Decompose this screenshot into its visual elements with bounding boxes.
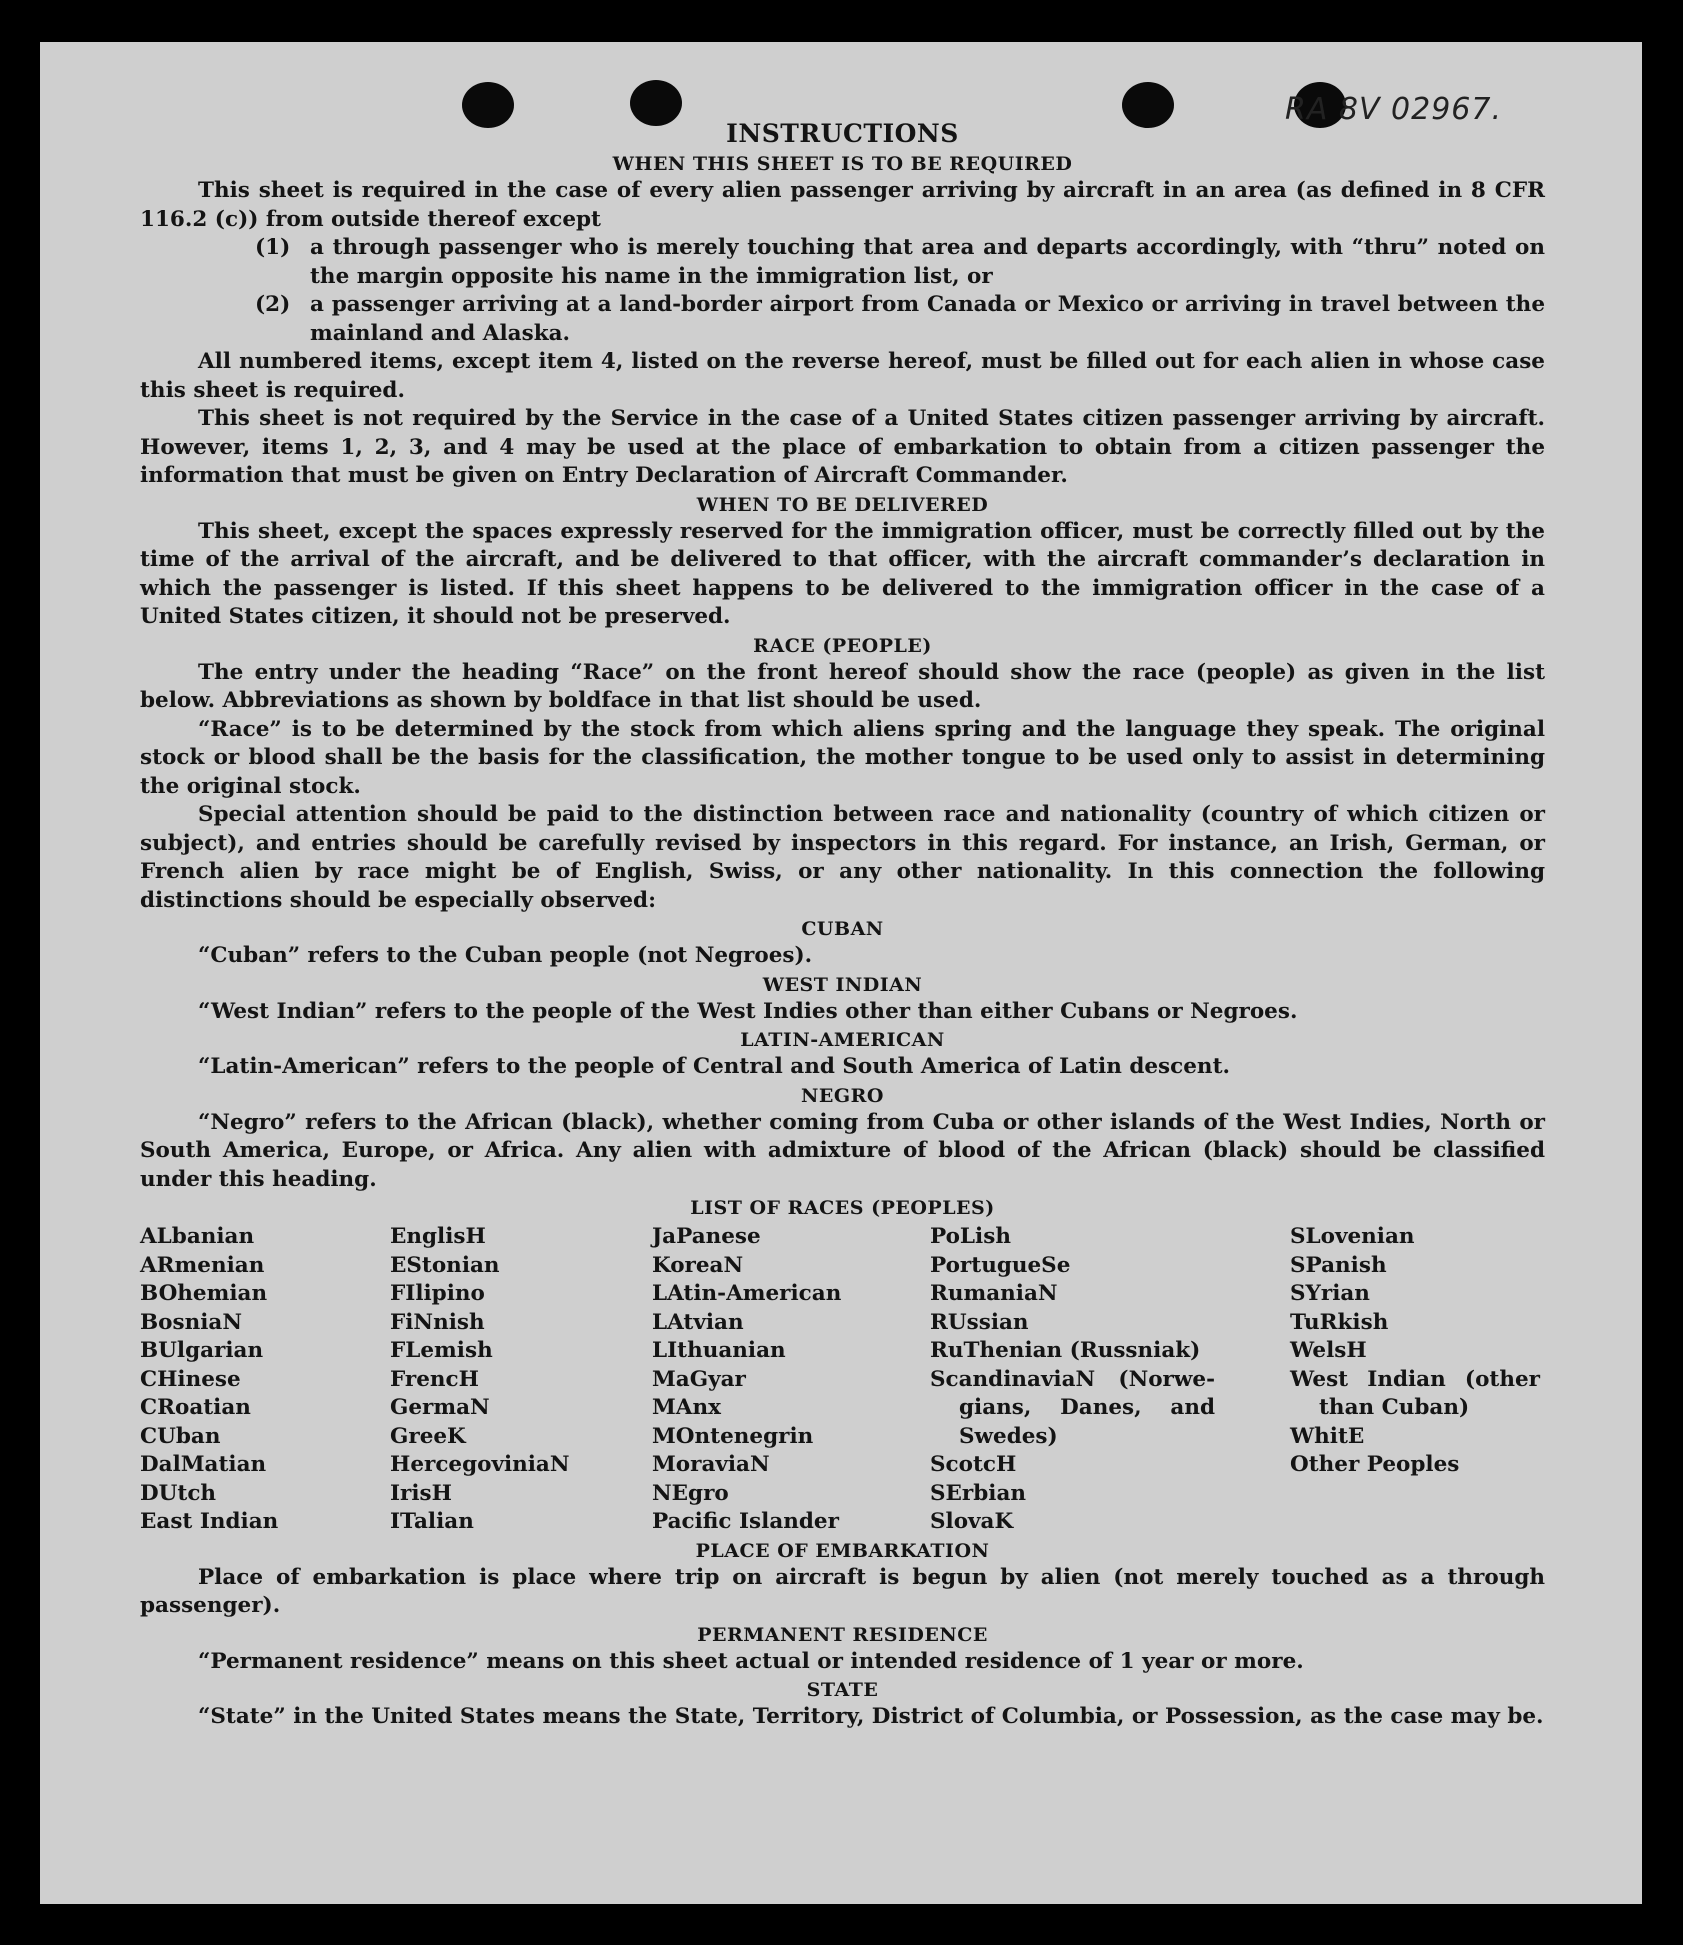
race-entry: CUban — [140, 1423, 221, 1449]
paragraph: “Permanent residence” means on this sheet actual or intended residence of 1 year or more. — [198, 1648, 1304, 1674]
section-heading: STATE — [806, 1679, 879, 1701]
section-heading: RACE (PEOPLE) — [753, 634, 932, 657]
race-entry: FIlipino — [390, 1281, 485, 1306]
race-entry: EStonian — [390, 1252, 500, 1278]
race-entry: KoreaN — [652, 1252, 744, 1278]
paragraph: The entry under the heading “Race” on the front hereof should show the race (people) as given in the list below. Abbreviations as shown by boldface in that list should be used. — [140, 659, 1545, 713]
race-column — [930, 1223, 1290, 1537]
race-entry: MOntenegrin — [652, 1423, 814, 1449]
race-entry: ScandinaviaN (Norwe- — [930, 1366, 1215, 1392]
race-list — [140, 1223, 1545, 1537]
race-entry: SYrian — [1290, 1281, 1370, 1306]
race-entry: DUtch — [140, 1480, 217, 1506]
section-heading: LATIN-AMERICAN — [740, 1029, 945, 1051]
paragraph: This sheet is required in the case of every alien passenger arriving by aircraft in an area (as defined in 8 CFR 116.2 (c)) from outside thereof except — [140, 178, 1545, 232]
instructions-body — [140, 118, 1545, 1732]
race-entry: IrisH — [390, 1480, 452, 1506]
race-column — [652, 1223, 930, 1537]
race-entry: SlovaK — [930, 1509, 1014, 1534]
paragraph: “State” in the United States means the State, Territory, District of Columbia, or Possession, as the case may be. — [198, 1704, 1544, 1729]
section-heading: PERMANENT RESIDENCE — [697, 1623, 988, 1646]
race-entry: RuThenian (Russniak) — [930, 1338, 1201, 1363]
race-column — [140, 1223, 390, 1537]
item-text: a through passenger who is merely touching that area and departs accordingly, with “thru” noted on the margin opposite his name in the immigration list, or — [310, 235, 1545, 289]
race-entry: PoLish — [930, 1224, 1011, 1249]
paragraph: “West Indian” refers to the people of the West Indies other than either Cubans or Negroes. — [198, 998, 1298, 1024]
race-entry: FiNnish — [390, 1309, 485, 1335]
race-entry: EnglisH — [390, 1224, 486, 1249]
section-heading: WHEN TO BE DELIVERED — [696, 493, 989, 516]
race-entry: Pacific Islander — [652, 1509, 839, 1534]
race-entry: ARmenian — [140, 1252, 265, 1278]
race-entry: FrencH — [390, 1366, 479, 1392]
race-entry: LAtvian — [652, 1309, 744, 1335]
race-entry: PortugueSe — [930, 1252, 1071, 1278]
paragraph: Special attention should be paid to the distinction between race and nationality (country of which citizen or subject), and entries should be carefully revised by inspectors in this regard. For instance, an Irish, German, or French alien by race might be of English, Swiss, or any other nationality. In this connection the following distinctions should be especially observed: — [140, 802, 1545, 913]
section-heading: NEGRO — [801, 1084, 884, 1107]
paragraph: This sheet is not required by the Service in the case of a United States citizen passenger arriving by aircraft. However, items 1, 2, 3, and 4 may be used at the place of embarkation to obtain from a citizen passenger the information that must be given on Entry Declaration of Aircraft Commander. — [140, 406, 1545, 488]
race-entry-continued: gians, Danes, and — [959, 1395, 1215, 1420]
race-entry: West Indian (other — [1290, 1366, 1540, 1392]
race-entry: SLovenian — [1290, 1224, 1415, 1249]
race-entry: TuRkish — [1290, 1309, 1389, 1335]
paragraph: “Latin-American” refers to the people of Central and South America of Latin descent. — [198, 1054, 1230, 1079]
section-heading: LIST OF RACES (PEOPLES) — [690, 1197, 995, 1219]
paragraph: “Negro” refers to the African (black), whether coming from Cuba or other islands of the West Indies, North or South America, Europe, or Africa. Any alien with admixture of blood of the African (black) should be classified under this heading. — [140, 1109, 1545, 1192]
paragraph: All numbered items, except item 4, listed on the reverse hereof, must be filled out for each alien in whose case this sheet is required. — [140, 349, 1545, 403]
race-entry: NEgro — [652, 1480, 729, 1506]
race-entry: ScotcH — [930, 1452, 1017, 1477]
race-entry: SPanish — [1290, 1252, 1387, 1278]
item-text: a passenger arriving at a land-border airport from Canada or Mexico or arriving in travel between the mainland and Alaska. — [310, 292, 1545, 346]
race-entry: MAnx — [652, 1395, 721, 1420]
race-entry: FLemish — [390, 1338, 493, 1363]
race-column — [1290, 1223, 1545, 1537]
paragraph: Place of embarkation is place where trip on aircraft is begun by alien (not merely touched as a through passenger). — [140, 1564, 1545, 1618]
race-entry: WhitE — [1290, 1423, 1365, 1449]
race-entry: DalMatian — [140, 1452, 267, 1477]
list-item — [255, 291, 1545, 348]
race-entry: GermaN — [390, 1395, 490, 1420]
race-entry: GreeK — [390, 1423, 466, 1449]
race-entry: East Indian — [140, 1509, 279, 1534]
paragraph: This sheet, except the spaces expressly reserved for the immigration officer, must be correctly filled out by the time of the arrival of the aircraft, and be delivered to that officer, with the aircraft commander’s declaration in which the passenger is listed. If this sheet happens to be delivered to the immigration officer in the case of a United States citizen, it should not be preserved. — [140, 518, 1545, 629]
race-entry: LIthuanian — [652, 1338, 786, 1363]
race-entry: CRoatian — [140, 1395, 251, 1420]
section-heading: WHEN THIS SHEET IS TO BE REQUIRED — [612, 153, 1073, 175]
section-heading: WEST INDIAN — [762, 973, 923, 996]
section-heading: CUBAN — [801, 918, 884, 940]
race-entry: RUssian — [930, 1309, 1029, 1335]
race-entry-continued: Swedes) — [959, 1423, 1058, 1449]
race-entry: CHinese — [140, 1366, 241, 1392]
handwritten-stamp: RA 8V 02967. — [1285, 92, 1503, 127]
race-entry: JaPanese — [652, 1224, 761, 1249]
race-entry-continued: than Cuban) — [1319, 1395, 1470, 1420]
paragraph: “Race” is to be determined by the stock from which aliens spring and the language they speak. The original stock or blood shall be the basis for the classification, the mother tongue to be used only to assist in determining the original stock. — [140, 716, 1545, 799]
paragraph: “Cuban” refers to the Cuban people (not Negroes). — [198, 943, 813, 968]
race-entry: ITalian — [390, 1509, 474, 1534]
race-entry: MaGyar — [652, 1366, 746, 1392]
race-entry: ALbanian — [140, 1224, 255, 1249]
race-entry: BosniaN — [140, 1309, 242, 1335]
section-heading: PLACE OF EMBARKATION — [695, 1539, 990, 1562]
race-entry: BOhemian — [140, 1281, 268, 1306]
race-entry: HercegoviniaN — [390, 1452, 570, 1477]
list-item — [255, 234, 1545, 291]
item-number: (1) — [255, 235, 291, 260]
race-entry: SErbian — [930, 1480, 1027, 1506]
race-entry: BUlgarian — [140, 1338, 264, 1363]
race-entry: RumaniaN — [930, 1281, 1058, 1306]
item-number: (2) — [255, 292, 291, 317]
race-entry: WelsH — [1290, 1338, 1367, 1363]
page-title: INSTRUCTIONS — [726, 119, 959, 148]
race-entry: MoraviaN — [652, 1452, 770, 1477]
race-entry: Other Peoples — [1290, 1452, 1460, 1477]
race-entry: LAtin-American — [652, 1281, 842, 1306]
race-column — [390, 1223, 652, 1537]
